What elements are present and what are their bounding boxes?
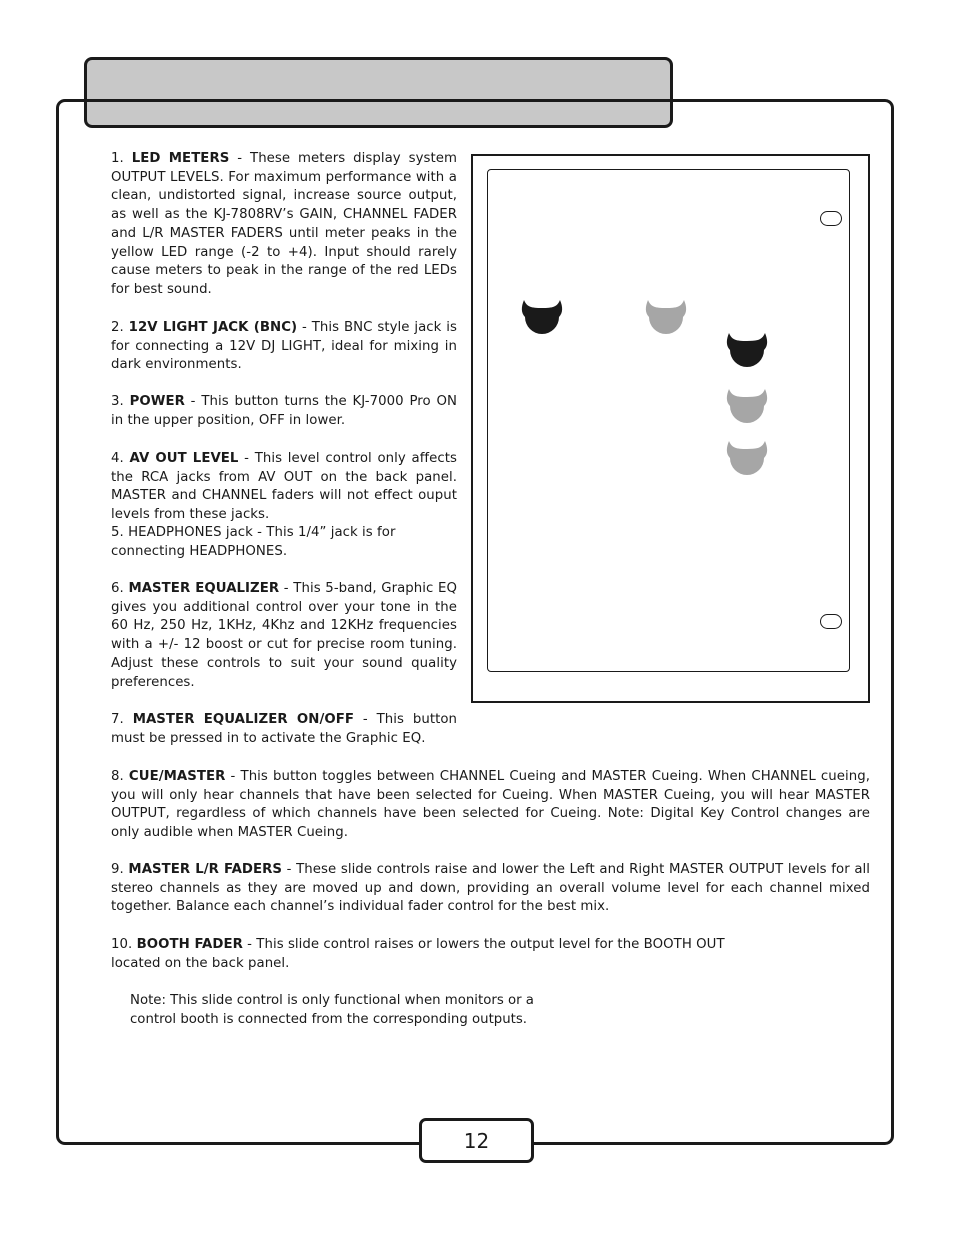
item-eq-on-off: 7. MASTER EQUALIZER ON/OFF - This button must be pressed in to activate the Graphic EQ. (111, 712, 458, 746)
pill-indicator-bottom (820, 614, 842, 629)
knob-icon (519, 297, 565, 341)
item-headphones: 5. HEADPHONES jack - This 1/4” jack is for connecting HEADPHONES. (111, 525, 396, 559)
item-light-jack: 2. 12V LIGHT JACK (BNC) - This BNC style jack is for connecting a 12V DJ LIGHT, ideal for mixing in dark environments. (111, 320, 457, 373)
item-title: POWER (129, 394, 185, 409)
item-title: CUE/MASTER (128, 769, 226, 784)
item-power: 3. POWER - This button turns the KJ-7000 Pro ON in the upper position, OFF in lower. (111, 394, 457, 428)
item-title: MASTER EQUALIZER ON/OFF (132, 712, 354, 727)
knob-icon (724, 438, 770, 482)
item-cue-master: 8. CUE/MASTER - This button toggles between CHANNEL Cueing and MASTER Cueing. When CHANNEL cueing, you will only hear channels that have been selected for Cueing. When MASTER Cueing, you will hear MASTER OUTPUT, regardless of which channels have been selected for Cueing. Note: Digital Key Control changes are only audible when MASTER Cueing. (111, 769, 870, 841)
knob-icon (724, 386, 770, 430)
item-led-meters: 1. LED METERS - These meters display system OUTPUT LEVELS. For maximum performance with a clean, undistorted signal, increase source output, as well as the KJ-7808RV’s GAIN, CHANNEL FADER and L/R MASTER FADERS until meter peaks in the yellow LED range (-2 to +4). Input should rarely cause meters to peak in the range of the red LEDs for best sound. (111, 151, 457, 297)
item-title: MASTER EQUALIZER (128, 581, 280, 596)
item-master-equalizer: 6. MASTER EQUALIZER - This 5-band, Graphic EQ gives you additional control over your tone in the 60 Hz, 250 Hz, 1KHz, 4Khz and 12KHz frequencies with a +/- 12 boost or cut for precise room tuning. Adjust these controls to suit your sound quality preferences. (111, 581, 457, 690)
item-title: 12V LIGHT JACK (BNC) (128, 320, 298, 335)
pill-indicator-top (820, 211, 842, 226)
item-title: MASTER L/R FADERS (128, 862, 283, 877)
panel-diagram-inner (487, 169, 850, 672)
item-av-out-level: 4. AV OUT LEVEL - This level control only affects the RCA jacks from AV OUT on the back panel. MASTER and CHANNEL faders will not effect ouput levels from these jacks. (111, 451, 457, 523)
item-title: BOOTH FADER (136, 937, 243, 952)
booth-note: Note: This slide control is only functional when monitors or a control booth is connected from the corresponding outputs. (130, 993, 534, 1027)
item-booth-fader: 10. BOOTH FADER - This slide control raises or lowers the output level for the BOOTH OUT located on the back panel. (111, 937, 725, 971)
item-master-faders: 9. MASTER L/R FADERS - These slide controls raise and lower the Left and Right MASTER OUTPUT levels for all stereo channels as they are moved up and down, providing an overall volume level for each channel mixed together. Balance each channel’s individual fader control for the best mix. (111, 862, 871, 915)
knob-icon (724, 330, 770, 374)
page-number: 12 (419, 1118, 534, 1163)
item-title: LED METERS (131, 151, 230, 166)
item-title: AV OUT LEVEL (129, 451, 239, 466)
knob-icon (643, 297, 689, 341)
